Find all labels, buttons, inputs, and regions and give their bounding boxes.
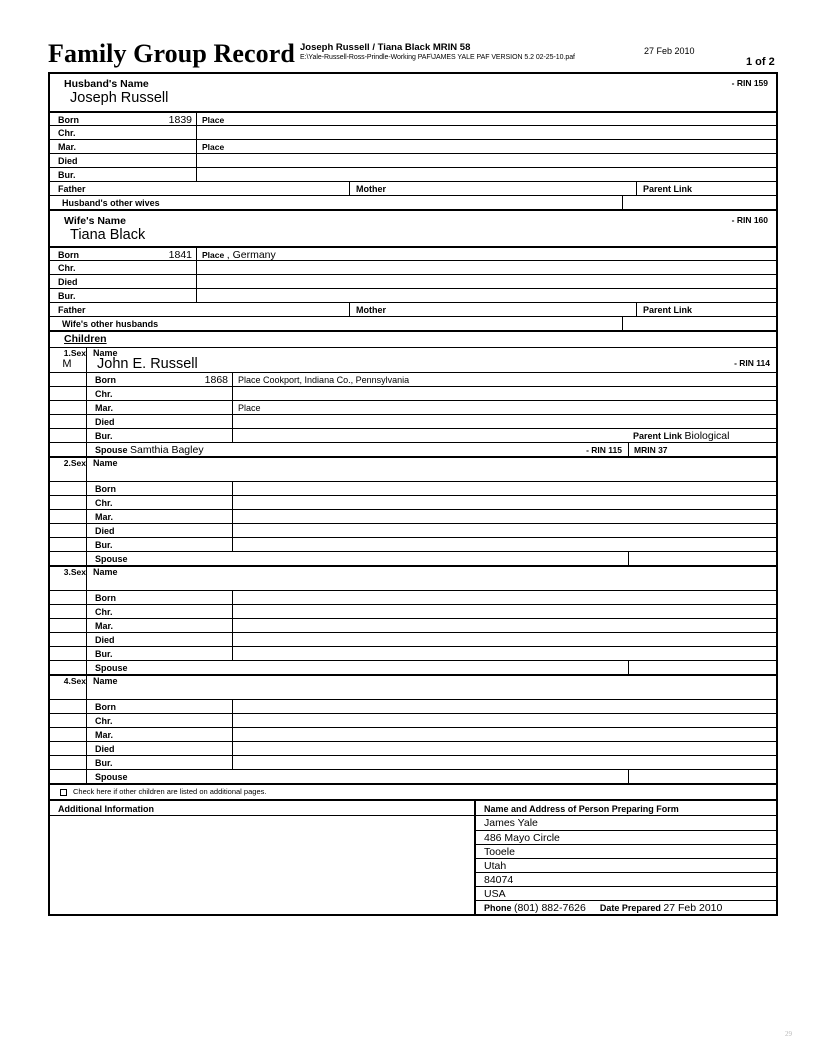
wife-died-place[interactable] <box>196 275 776 288</box>
husband-name-banner <box>50 74 776 111</box>
table-row <box>50 125 776 139</box>
wife-chr-place[interactable] <box>196 261 776 274</box>
place-label: Place <box>202 142 225 152</box>
husband-row-label-mar: Mar. <box>58 142 77 152</box>
table-row <box>50 509 776 523</box>
child-name-row <box>50 456 776 481</box>
husband-bur-date[interactable] <box>150 168 196 181</box>
child-spouse-row <box>50 442 776 456</box>
child-1-mrin: MRIN 37 <box>628 443 776 456</box>
husband-parent-link-field[interactable]: Parent Link <box>636 182 776 195</box>
child-1-label-chr: Chr. <box>86 387 186 400</box>
table-row <box>50 288 776 302</box>
child-1-label-born: Born <box>86 373 186 386</box>
child-3-label-died: Died <box>86 633 186 646</box>
child-2-name-cell[interactable] <box>86 458 776 481</box>
child-1-sex-cell[interactable] <box>50 348 86 372</box>
child-4-sex-cell[interactable] <box>50 676 86 699</box>
wife-row-label-born: Born <box>58 250 79 260</box>
child-1-bur-place[interactable] <box>232 429 628 442</box>
child-3-chr-date[interactable] <box>186 605 232 618</box>
child-4-label-bur: Bur. <box>86 756 186 769</box>
husband-other-wives-extra <box>622 196 776 209</box>
wife-bur-place[interactable] <box>196 289 776 302</box>
husband-row-label-bur: Bur. <box>58 170 76 180</box>
child-spouse-row <box>50 769 776 783</box>
table-row <box>50 400 776 414</box>
child-4-mrin <box>628 770 776 783</box>
child-3-index-label: 3.Sex <box>63 567 86 577</box>
wife-other-husbands-row <box>50 316 776 330</box>
child-spouse-row <box>50 660 776 674</box>
wife-died-date[interactable] <box>150 275 196 288</box>
footer-header-row <box>50 799 776 815</box>
table-row <box>50 481 776 495</box>
date-prepared-value: 27 Feb 2010 <box>663 902 723 914</box>
table-row <box>50 632 776 646</box>
child-4-index-label: 4.Sex <box>63 676 86 686</box>
page-header <box>48 38 778 70</box>
child-2-spacer <box>50 510 86 523</box>
child-3-born-date[interactable] <box>186 591 232 604</box>
table-row <box>50 699 776 713</box>
husband-born-date[interactable]: 1839 <box>168 114 192 125</box>
child-3-died-date[interactable] <box>186 633 232 646</box>
child-name-row <box>50 674 776 699</box>
child-3-died-place[interactable] <box>232 633 776 646</box>
child-1-name-value: John E. Russell <box>97 356 198 372</box>
child-3-spacer <box>50 633 86 646</box>
child-2-spacer <box>50 496 86 509</box>
child-4-died-date[interactable] <box>186 742 232 755</box>
child-1-spacer <box>50 387 86 400</box>
husband-bur-place[interactable] <box>196 168 776 181</box>
child-4-spouse-cell[interactable] <box>86 770 628 783</box>
place-value: , Germany <box>226 249 276 260</box>
child-1-index-label: 1.Sex <box>63 348 86 358</box>
date-prepared-label: Date Prepared <box>599 903 661 913</box>
wife-mother-field[interactable]: Mother <box>349 303 636 316</box>
child-4-chr-place[interactable] <box>232 714 776 727</box>
husband-rin: - RIN 159 <box>731 78 768 88</box>
table-row <box>50 590 776 604</box>
preparer-line-street[interactable]: 486 Mayo Circle <box>476 830 776 844</box>
child-3-label-chr: Chr. <box>86 605 186 618</box>
preparer-label: Name and Address of Person Preparing Form <box>474 801 776 815</box>
child-3-spacer <box>50 647 86 660</box>
preparer-line-city[interactable]: Tooele <box>476 844 776 858</box>
child-4-bur-date[interactable] <box>186 756 232 769</box>
child-1-name-cell[interactable] <box>86 348 776 372</box>
child-1-spouse-label: Spouse <box>95 445 128 455</box>
place-label: Place <box>238 403 261 413</box>
child-1-name-label: Name <box>93 348 118 358</box>
husband-row-label-born: Born <box>58 115 79 125</box>
wife-row-label-bur: Bur. <box>58 291 76 301</box>
wife-chr-date[interactable] <box>150 261 196 274</box>
child-3-name-label: Name <box>93 567 118 577</box>
table-row <box>50 727 776 741</box>
child-1-label-bur: Bur. <box>86 429 186 442</box>
couple-summary: Joseph Russell / Tiana Black MRIN 58 <box>300 42 471 53</box>
child-1-rin: - RIN 114 <box>734 358 770 368</box>
husband-other-wives-row <box>50 195 776 209</box>
child-3-sex-cell[interactable] <box>50 567 86 590</box>
child-2-spacer <box>50 538 86 551</box>
husband-mother-field[interactable]: Mother <box>349 182 636 195</box>
child-2-spacer <box>50 552 86 565</box>
place-label: Place <box>238 375 261 385</box>
child-1-died-date[interactable] <box>186 415 232 428</box>
table-row <box>50 713 776 727</box>
husband-died-date[interactable] <box>150 154 196 167</box>
child-4-name-label: Name <box>93 676 118 686</box>
page-corner-mark: 29 <box>785 1030 792 1038</box>
child-4-spouse-label: Spouse <box>95 772 128 782</box>
table-row <box>50 604 776 618</box>
child-2-spouse-cell[interactable] <box>86 552 628 565</box>
child-4-label-born: Born <box>86 700 186 713</box>
additional-information-label: Additional Information <box>58 804 154 814</box>
child-1-spacer <box>50 443 86 456</box>
child-4-bur-place[interactable] <box>232 756 776 769</box>
child-2-mar-place[interactable] <box>232 510 776 523</box>
wife-parents-row <box>50 302 776 316</box>
child-3-chr-place[interactable] <box>232 605 776 618</box>
child-name-row <box>50 347 776 372</box>
wife-born-place[interactable] <box>196 248 776 260</box>
preparer-line-name[interactable]: James Yale <box>484 817 538 829</box>
husband-row-label-chr: Chr. <box>58 128 76 138</box>
preparer-line-country[interactable]: USA <box>476 886 776 900</box>
child-4-born-place[interactable] <box>232 700 776 713</box>
child-2-born-date[interactable] <box>186 482 232 495</box>
child-spouse-row <box>50 551 776 565</box>
additional-pages-row[interactable] <box>50 783 776 799</box>
child-2-chr-date[interactable] <box>186 496 232 509</box>
child-4-mar-date[interactable] <box>186 728 232 741</box>
child-1-spacer <box>50 415 86 428</box>
child-1-spacer <box>50 429 86 442</box>
place-value: Cookport, Indiana Co., Pennsylvania <box>263 375 410 385</box>
wife-rin: - RIN 160 <box>731 215 768 225</box>
table-row <box>50 153 776 167</box>
source-file-path: E:\Yale-Russell-Ross-Prindle-Working PAF\JAMES YALE PAF VERSION 5.2 02-25-10.paf <box>300 54 575 61</box>
child-2-index-label: 2.Sex <box>63 458 86 468</box>
husband-other-wives-label[interactable]: Husband's other wives <box>62 198 160 208</box>
child-3-mar-date[interactable] <box>186 619 232 632</box>
child-3-bur-place[interactable] <box>232 647 776 660</box>
child-3-spouse-label: Spouse <box>95 663 128 673</box>
child-1-spouse-rin: - RIN 115 <box>586 445 622 455</box>
child-4-spacer <box>50 728 86 741</box>
husband-chr-place[interactable] <box>196 126 776 139</box>
additional-information-area[interactable] <box>50 816 474 914</box>
place-label: Place <box>202 115 225 125</box>
table-row <box>50 646 776 660</box>
phone-label: Phone <box>484 903 512 913</box>
table-row <box>50 372 776 386</box>
child-3-label-mar: Mar. <box>86 619 186 632</box>
child-3-bur-date[interactable] <box>186 647 232 660</box>
wife-name-value[interactable]: Tiana Black <box>70 227 146 243</box>
table-row <box>50 495 776 509</box>
table-row <box>50 167 776 181</box>
child-4-spacer <box>50 770 86 783</box>
wife-born-date[interactable]: 1841 <box>168 249 192 260</box>
husband-mar-date[interactable] <box>150 140 196 153</box>
header-record-info <box>300 42 600 63</box>
child-2-spacer <box>50 524 86 537</box>
table-row <box>50 537 776 551</box>
table-row <box>50 428 776 442</box>
child-2-label-chr: Chr. <box>86 496 186 509</box>
child-1-mar-place[interactable] <box>232 401 776 414</box>
child-1-sex-value: M <box>62 358 72 370</box>
wife-other-husbands-extra <box>622 317 776 330</box>
child-2-died-place[interactable] <box>232 524 776 537</box>
table-row <box>50 386 776 400</box>
table-row <box>50 741 776 755</box>
child-2-mrin <box>628 552 776 565</box>
wife-name-label: Wife's Name <box>64 215 126 227</box>
child-2-label-mar: Mar. <box>86 510 186 523</box>
child-4-label-mar: Mar. <box>86 728 186 741</box>
table-row <box>50 111 776 125</box>
footer-body <box>50 815 776 914</box>
child-3-spacer <box>50 619 86 632</box>
wife-other-husbands-label[interactable]: Wife's other husbands <box>62 319 159 329</box>
wife-row-label-chr: Chr. <box>58 263 76 273</box>
children-section-heading: Children <box>50 330 776 347</box>
additional-pages-label: Check here if other children are listed on additional pages. <box>73 787 267 796</box>
child-1-spacer <box>50 401 86 414</box>
child-2-born-place[interactable] <box>232 482 776 495</box>
child-4-label-died: Died <box>86 742 186 755</box>
child-1-mar-date[interactable] <box>186 401 232 414</box>
child-2-sex-cell[interactable] <box>50 458 86 481</box>
husband-born-place[interactable] <box>196 113 776 125</box>
table-row <box>50 274 776 288</box>
child-1-label-mar: Mar. <box>86 401 186 414</box>
wife-row-label-died: Died <box>58 277 78 287</box>
child-4-spacer <box>50 714 86 727</box>
child-3-name-cell[interactable] <box>86 567 776 590</box>
child-4-born-date[interactable] <box>186 700 232 713</box>
child-1-spacer <box>50 373 86 386</box>
preparer-line-zip[interactable]: 84074 <box>476 872 776 886</box>
child-3-born-place[interactable] <box>232 591 776 604</box>
table-row <box>50 755 776 769</box>
husband-row-label-died: Died <box>58 156 78 166</box>
child-1-parent-link[interactable] <box>628 429 776 442</box>
wife-father-field[interactable]: Father <box>58 305 86 315</box>
child-2-bur-place[interactable] <box>232 538 776 551</box>
wife-parent-link-field[interactable]: Parent Link <box>636 303 776 316</box>
child-2-label-bur: Bur. <box>86 538 186 551</box>
husband-mar-place[interactable] <box>196 140 776 153</box>
child-2-chr-place[interactable] <box>232 496 776 509</box>
table-row <box>50 260 776 274</box>
child-3-spacer <box>50 661 86 674</box>
child-4-spacer <box>50 742 86 755</box>
child-1-died-place[interactable] <box>232 415 776 428</box>
child-2-label-born: Born <box>86 482 186 495</box>
child-1-bur-date[interactable] <box>186 429 232 442</box>
child-3-spouse-cell[interactable] <box>86 661 628 674</box>
child-3-mar-place[interactable] <box>232 619 776 632</box>
page-title: Family Group Record <box>48 39 295 68</box>
child-2-name-label: Name <box>93 458 118 468</box>
child-3-label-born: Born <box>86 591 186 604</box>
child-4-name-cell[interactable] <box>86 676 776 699</box>
child-2-spouse-label: Spouse <box>95 554 128 564</box>
child-2-bur-date[interactable] <box>186 538 232 551</box>
husband-name-label: Husband's Name <box>64 78 149 90</box>
parent-link-value: Biological <box>684 430 730 442</box>
place-label: Place <box>202 250 225 260</box>
child-4-spacer <box>50 700 86 713</box>
husband-father-field[interactable]: Father <box>58 184 86 194</box>
table-row <box>50 139 776 153</box>
child-4-died-place[interactable] <box>232 742 776 755</box>
child-1-spouse-value: Samthia Bagley <box>130 444 204 456</box>
child-1-label-died: Died <box>86 415 186 428</box>
husband-chr-date[interactable] <box>150 126 196 139</box>
child-3-spacer <box>50 591 86 604</box>
table-row <box>50 414 776 428</box>
table-row <box>50 246 776 260</box>
checkbox-icon[interactable] <box>60 789 67 796</box>
child-name-row <box>50 565 776 590</box>
child-2-died-date[interactable] <box>186 524 232 537</box>
wife-bur-date[interactable] <box>150 289 196 302</box>
child-2-label-died: Died <box>86 524 186 537</box>
phone-value: (801) 882-7626 <box>514 902 586 914</box>
child-4-spacer <box>50 756 86 769</box>
child-2-spacer <box>50 482 86 495</box>
child-1-chr-place[interactable] <box>232 387 776 400</box>
child-2-mar-date[interactable] <box>186 510 232 523</box>
child-1-spouse-cell[interactable] <box>86 443 628 456</box>
husband-died-place[interactable] <box>196 154 776 167</box>
page-indicator: 1 of 2 <box>746 56 775 68</box>
child-3-label-bur: Bur. <box>86 647 186 660</box>
table-row <box>50 523 776 537</box>
child-4-chr-date[interactable] <box>186 714 232 727</box>
child-3-mrin <box>628 661 776 674</box>
child-1-born-place[interactable] <box>232 373 776 386</box>
preparer-line-state[interactable]: Utah <box>476 858 776 872</box>
child-1-born-date[interactable]: 1868 <box>204 374 228 386</box>
wife-name-banner <box>50 209 776 246</box>
parent-link-label: Parent Link <box>633 431 683 441</box>
child-3-spacer <box>50 605 86 618</box>
header-date: 27 Feb 2010 <box>644 46 695 56</box>
record-form <box>48 72 778 916</box>
child-4-mar-place[interactable] <box>232 728 776 741</box>
preparer-area <box>474 816 776 914</box>
husband-name-value[interactable]: Joseph Russell <box>70 90 169 106</box>
preparer-phone-row[interactable] <box>476 900 776 914</box>
child-1-chr-date[interactable] <box>186 387 232 400</box>
husband-parents-row <box>50 181 776 195</box>
child-4-label-chr: Chr. <box>86 714 186 727</box>
table-row <box>50 618 776 632</box>
